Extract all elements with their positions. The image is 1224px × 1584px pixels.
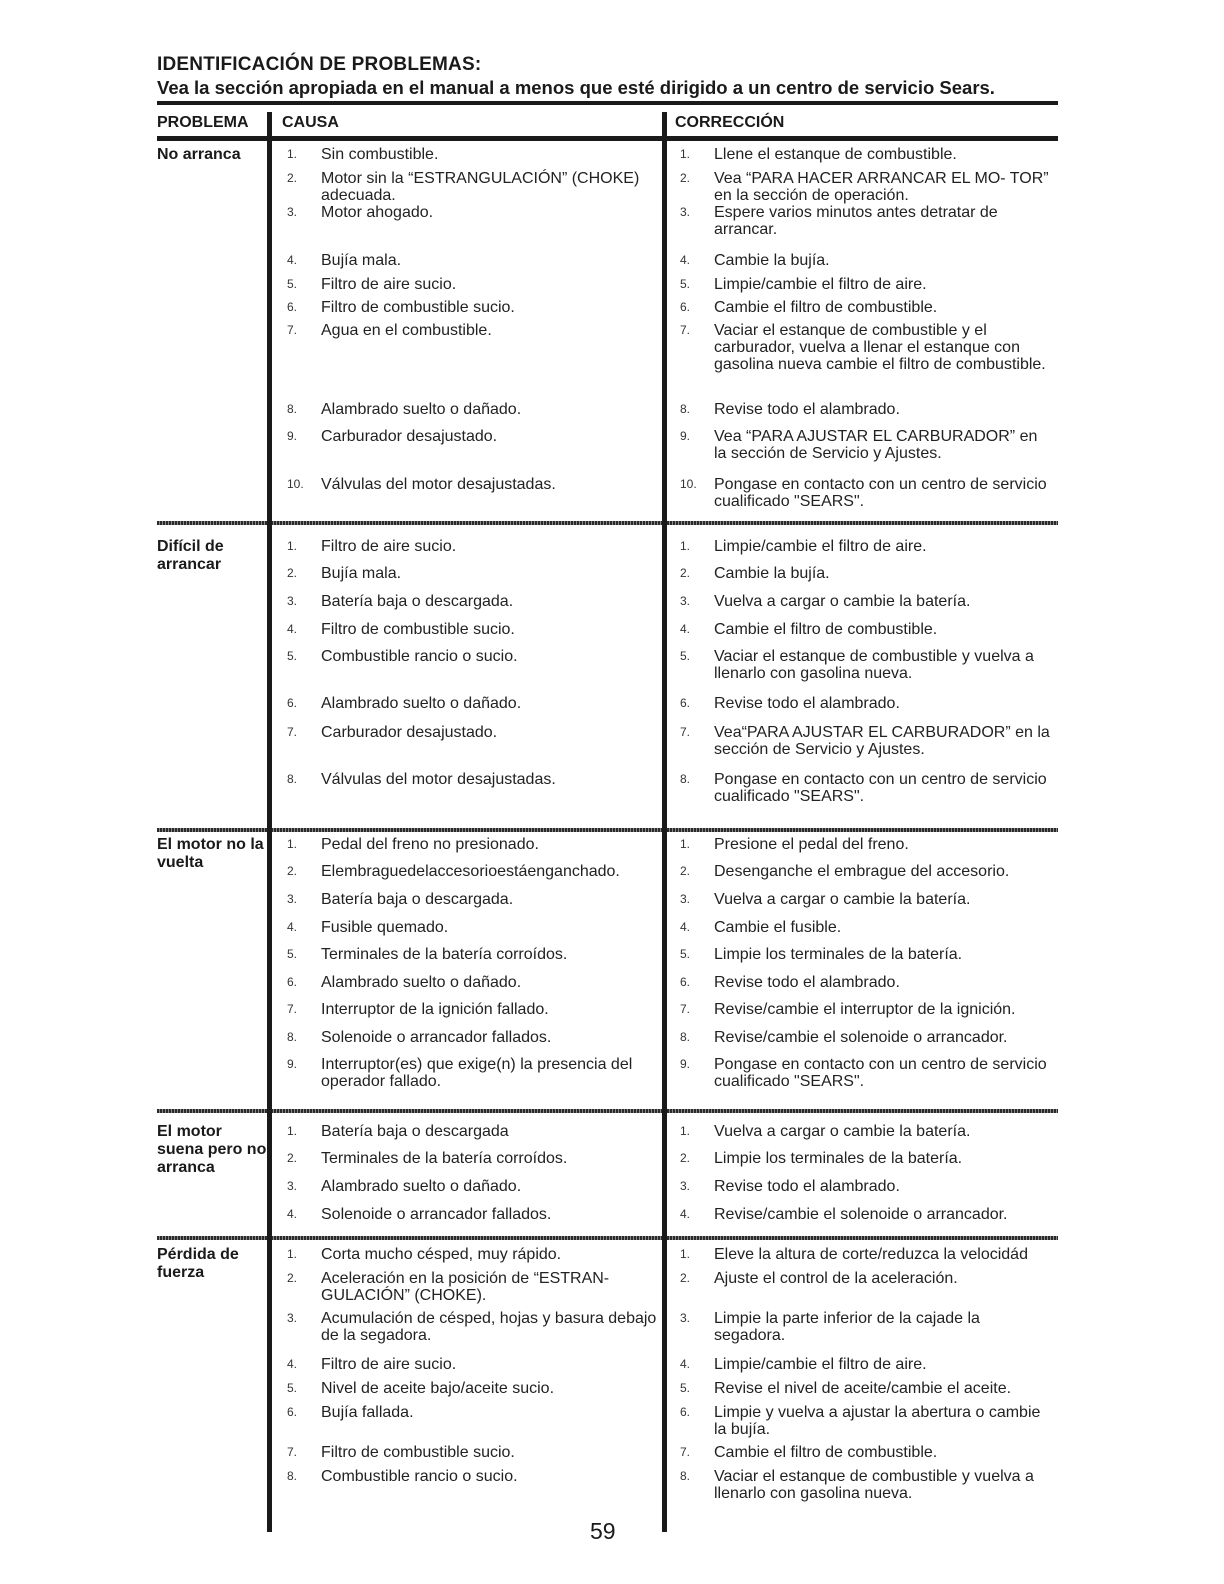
- item-number: 2.: [287, 1271, 298, 1285]
- item-number: 6.: [680, 300, 691, 314]
- page-subtitle: Vea la sección apropiada en el manual a menos que esté dirigido a un centro de servicio Sears.: [157, 77, 995, 98]
- page-title: IDENTIFICACIÓN DE PROBLEMAS:: [157, 54, 482, 75]
- item-number: 4.: [680, 622, 691, 636]
- cause-column-rule: [267, 112, 272, 1532]
- correction-text: Cambie la bujía.: [714, 252, 830, 269]
- item-number: 2.: [287, 171, 298, 185]
- correction-text: Presione el pedal del freno.: [714, 836, 909, 853]
- correction-text: Vuelva a cargar o cambie la batería.: [714, 891, 971, 908]
- correction-text: Vuelva a cargar o cambie la batería.: [714, 593, 971, 610]
- correction-text: Pongase en contacto con un centro de servicio cualificado "SEARS".: [714, 771, 1047, 805]
- item-number: 5.: [680, 649, 691, 663]
- correction-text: Vaciar el estanque de combustible y el carburador, vuelva a llenar el estanque con gasolina nueva cambie el filtro de combustible.: [714, 322, 1046, 373]
- cause-text: Bujía fallada.: [321, 1404, 414, 1421]
- cause-text: Bujía mala.: [321, 252, 402, 269]
- item-number: 7.: [680, 1445, 691, 1459]
- problem-label: No arranca: [157, 146, 241, 163]
- problem-label: El motor suena pero no arranca: [157, 1123, 267, 1176]
- item-number: 9.: [287, 429, 298, 443]
- item-number: 2.: [680, 864, 691, 878]
- item-number: 6.: [287, 696, 298, 710]
- item-number: 1.: [680, 147, 691, 161]
- item-number: 7.: [680, 725, 691, 739]
- item-number: 5.: [287, 649, 298, 663]
- header-rule: [157, 136, 1058, 141]
- item-number: 4.: [287, 1357, 298, 1371]
- correction-text: Cambie el filtro de combustible.: [714, 299, 938, 316]
- cause-text: Motor sin la “ESTRANGULACIÓN” (CHOKE) adecuada.: [321, 170, 640, 204]
- item-number: 1.: [680, 1124, 691, 1138]
- cause-text: Carburador desajustado.: [321, 724, 498, 741]
- section-divider: [157, 1236, 1058, 1240]
- table-header: [157, 112, 1058, 134]
- item-number: 4.: [287, 1207, 298, 1221]
- correction-text: Revise todo el alambrado.: [714, 974, 900, 991]
- cause-text: Combustible rancio o sucio.: [321, 648, 518, 665]
- correction-text: Limpie la parte inferior de la cajade la segadora.: [714, 1310, 980, 1344]
- correction-text: Revise el nivel de aceite/cambie el aceite.: [714, 1380, 1012, 1397]
- item-number: 8.: [287, 1030, 298, 1044]
- item-number: 6.: [680, 1405, 691, 1419]
- item-number: 1.: [287, 147, 298, 161]
- item-number: 3.: [680, 594, 691, 608]
- item-number: 1.: [680, 1247, 691, 1261]
- item-number: 5.: [680, 1381, 691, 1395]
- cause-text: Pedal del freno no presionado.: [321, 836, 539, 853]
- cause-text: Batería baja o descargada.: [321, 593, 514, 610]
- item-number: 3.: [287, 1179, 298, 1193]
- correction-text: Revise/cambie el interruptor de la ignición.: [714, 1001, 1016, 1018]
- item-number: 2.: [287, 566, 298, 580]
- cause-text: Filtro de combustible sucio.: [321, 621, 515, 638]
- item-number: 1.: [680, 837, 691, 851]
- item-number: 1.: [287, 539, 298, 553]
- item-number: 3.: [287, 1311, 298, 1325]
- item-number: 2.: [680, 1151, 691, 1165]
- item-number: 5.: [287, 277, 298, 291]
- item-number: 8.: [680, 402, 691, 416]
- cause-text: Filtro de aire sucio.: [321, 538, 457, 555]
- item-number: 3.: [680, 205, 691, 219]
- cause-text: Batería baja o descargada.: [321, 891, 514, 908]
- correction-text: Vaciar el estanque de combustible y vuelva a llenarlo con gasolina nueva.: [714, 1468, 1034, 1502]
- cause-text: Interruptor(es) que exige(n) la presencia del operador fallado.: [321, 1056, 633, 1090]
- item-number: 8.: [287, 1469, 298, 1483]
- correction-text: Revise todo el alambrado.: [714, 695, 900, 712]
- cause-text: Terminales de la batería corroídos.: [321, 946, 568, 963]
- item-number: 3.: [680, 1179, 691, 1193]
- correction-text: Pongase en contacto con un centro de servicio cualificado "SEARS".: [714, 1056, 1047, 1090]
- cause-text: Combustible rancio o sucio.: [321, 1468, 518, 1485]
- item-number: 5.: [680, 947, 691, 961]
- item-number: 3.: [680, 892, 691, 906]
- correction-text: Vea “PARA AJUSTAR EL CARBURADOR” en la sección de Servicio y Ajustes.: [714, 428, 1038, 462]
- correction-text: Revise/cambie el solenoide o arrancador.: [714, 1206, 1008, 1223]
- item-number: 6.: [287, 975, 298, 989]
- item-number: 9.: [287, 1057, 298, 1071]
- item-number: 7.: [287, 725, 298, 739]
- column-header-cause: CAUSA: [282, 114, 339, 131]
- correction-text: Vuelva a cargar o cambie la batería.: [714, 1123, 971, 1140]
- cause-text: Solenoide o arrancador fallados.: [321, 1206, 552, 1223]
- cause-text: Bujía mala.: [321, 565, 402, 582]
- cause-text: Alambrado suelto o dañado.: [321, 695, 522, 712]
- correction-text: Cambie el filtro de combustible.: [714, 621, 938, 638]
- correction-text: Eleve la altura de corte/reduzca la velocidád: [714, 1246, 1028, 1263]
- item-number: 3.: [287, 594, 298, 608]
- correction-text: Desenganche el embrague del accesorio.: [714, 863, 1010, 880]
- column-header-problem: PROBLEMA: [157, 114, 249, 131]
- cause-text: Alambrado suelto o dañado.: [321, 401, 522, 418]
- item-number: 8.: [680, 772, 691, 786]
- item-number: 1.: [287, 1247, 298, 1261]
- item-number: 2.: [287, 1151, 298, 1165]
- correction-text: Vaciar el estanque de combustible y vuelva a llenarlo con gasolina nueva.: [714, 648, 1034, 682]
- item-number: 10.: [287, 477, 304, 491]
- correction-text: Llene el estanque de combustible.: [714, 146, 957, 163]
- cause-text: Aceleración en la posición de “ESTRAN- GULACIÓN” (CHOKE).: [321, 1270, 610, 1304]
- correction-text: Limpie los terminales de la batería.: [714, 946, 963, 963]
- item-number: 1.: [287, 837, 298, 851]
- item-number: 1.: [680, 539, 691, 553]
- correction-text: Revise todo el alambrado.: [714, 401, 900, 418]
- section-divider: [157, 521, 1058, 525]
- item-number: 10.: [680, 477, 697, 491]
- correction-text: Limpie los terminales de la batería.: [714, 1150, 963, 1167]
- item-number: 2.: [287, 864, 298, 878]
- item-number: 4.: [287, 253, 298, 267]
- item-number: 2.: [680, 566, 691, 580]
- correction-text: Limpie y vuelva a ajustar la abertura o cambie la bujía.: [714, 1404, 1041, 1438]
- correction-text: Revise todo el alambrado.: [714, 1178, 900, 1195]
- correction-text: Pongase en contacto con un centro de servicio cualificado "SEARS".: [714, 476, 1047, 510]
- item-number: 6.: [287, 1405, 298, 1419]
- cause-text: Alambrado suelto o dañado.: [321, 1178, 522, 1195]
- cause-text: Agua en el combustible.: [321, 322, 492, 339]
- item-number: 5.: [287, 1381, 298, 1395]
- item-number: 3.: [287, 205, 298, 219]
- problem-label: El motor no la vuelta: [157, 836, 264, 871]
- cause-text: Válvulas del motor desajustadas.: [321, 476, 556, 493]
- cause-text: Carburador desajustado.: [321, 428, 498, 445]
- cause-text: Sin combustible.: [321, 146, 439, 163]
- correction-text: Ajuste el control de la aceleración.: [714, 1270, 958, 1287]
- cause-text: Elembraguedelaccesorioestáenganchado.: [321, 863, 620, 880]
- cause-text: Filtro de combustible sucio.: [321, 299, 515, 316]
- problem-label: Difícil de arrancar: [157, 538, 224, 573]
- item-number: 9.: [680, 1057, 691, 1071]
- item-number: 4.: [680, 1357, 691, 1371]
- item-number: 6.: [287, 300, 298, 314]
- cause-text: Batería baja o descargada: [321, 1123, 509, 1140]
- item-number: 4.: [287, 920, 298, 934]
- item-number: 9.: [680, 429, 691, 443]
- item-number: 5.: [680, 277, 691, 291]
- item-number: 2.: [680, 171, 691, 185]
- correction-text: Revise/cambie el solenoide o arrancador.: [714, 1029, 1008, 1046]
- cause-text: Nivel de aceite bajo/aceite sucio.: [321, 1380, 555, 1397]
- cause-text: Interruptor de la ignición fallado.: [321, 1001, 549, 1018]
- correction-text: Espere varios minutos antes detratar de arrancar.: [714, 204, 998, 238]
- item-number: 7.: [680, 323, 691, 337]
- item-number: 6.: [680, 975, 691, 989]
- item-number: 2.: [680, 1271, 691, 1285]
- item-number: 7.: [680, 1002, 691, 1016]
- section-divider: [157, 1109, 1058, 1113]
- cause-text: Filtro de aire sucio.: [321, 1356, 457, 1373]
- correction-text: Limpie/cambie el filtro de aire.: [714, 1356, 927, 1373]
- item-number: 7.: [287, 323, 298, 337]
- cause-text: Solenoide o arrancador fallados.: [321, 1029, 552, 1046]
- correction-text: Limpie/cambie el filtro de aire.: [714, 276, 927, 293]
- item-number: 8.: [680, 1030, 691, 1044]
- item-number: 3.: [287, 892, 298, 906]
- item-number: 4.: [680, 1207, 691, 1221]
- item-number: 4.: [287, 622, 298, 636]
- item-number: 7.: [287, 1445, 298, 1459]
- page-number: 59: [590, 1518, 616, 1544]
- correction-text: Cambie la bujía.: [714, 565, 830, 582]
- item-number: 8.: [287, 772, 298, 786]
- item-number: 6.: [680, 696, 691, 710]
- item-number: 5.: [287, 947, 298, 961]
- top-rule: [157, 101, 1058, 105]
- column-header-correction: CORRECCIÓN: [675, 114, 785, 131]
- section-divider: [157, 828, 1058, 832]
- cause-text: Válvulas del motor desajustadas.: [321, 771, 556, 788]
- item-number: 1.: [287, 1124, 298, 1138]
- cause-text: Filtro de aire sucio.: [321, 276, 457, 293]
- item-number: 3.: [680, 1311, 691, 1325]
- correction-text: Cambie el fusible.: [714, 919, 842, 936]
- cause-text: Corta mucho césped, muy rápido.: [321, 1246, 562, 1263]
- cause-text: Terminales de la batería corroídos.: [321, 1150, 568, 1167]
- problem-label: Pérdida de fuerza: [157, 1246, 239, 1281]
- cause-text: Motor ahogado.: [321, 204, 434, 221]
- cause-text: Fusible quemado.: [321, 919, 449, 936]
- item-number: 8.: [680, 1469, 691, 1483]
- correction-text: Vea “PARA HACER ARRANCAR EL MO- TOR” en la sección de operación.: [714, 170, 1049, 204]
- cause-text: Acumulación de césped, hojas y basura debajo de la segadora.: [321, 1310, 657, 1344]
- correction-text: Limpie/cambie el filtro de aire.: [714, 538, 927, 555]
- correction-column-rule: [662, 112, 667, 1532]
- item-number: 8.: [287, 402, 298, 416]
- item-number: 4.: [680, 253, 691, 267]
- item-number: 7.: [287, 1002, 298, 1016]
- correction-text: Cambie el filtro de combustible.: [714, 1444, 938, 1461]
- correction-text: Vea“PARA AJUSTAR EL CARBURADOR” en la sección de Servicio y Ajustes.: [714, 724, 1050, 758]
- cause-text: Filtro de combustible sucio.: [321, 1444, 515, 1461]
- item-number: 4.: [680, 920, 691, 934]
- cause-text: Alambrado suelto o dañado.: [321, 974, 522, 991]
